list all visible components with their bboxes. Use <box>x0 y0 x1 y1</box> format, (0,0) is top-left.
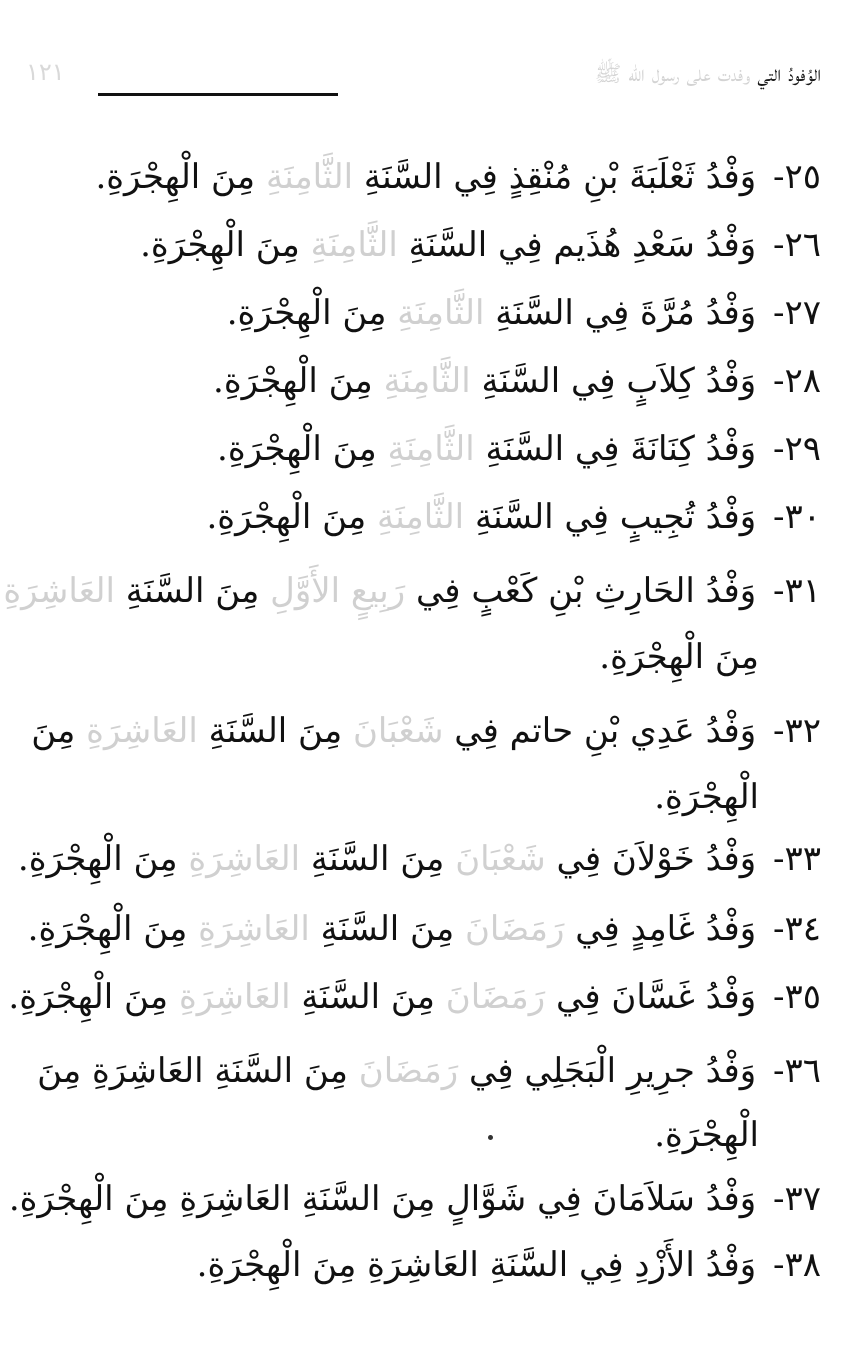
item-number: ٣٧- <box>772 1179 821 1219</box>
list-item <box>27 909 821 949</box>
item-text-faded: الثَّامِنَةِ <box>376 429 486 469</box>
item-text: وَفْدُ كِنَانَةَ فِي السَّنَةِ <box>485 429 757 469</box>
list-item-continuation <box>654 777 759 817</box>
item-text-faded: رَمَضَانَ <box>434 977 556 1017</box>
item-text: وَفْدُ مُرَّةَ فِي السَّنَةِ <box>495 293 757 333</box>
list-item <box>31 711 821 751</box>
item-text-faded-2: العَاشِرَةِ <box>168 977 302 1017</box>
list-item <box>226 293 821 333</box>
ink-dot <box>488 1135 493 1140</box>
list-item <box>17 839 821 879</box>
item-text: وَفْدُ تُجِيبٍ فِي السَّنَةِ <box>474 497 757 537</box>
item-text-faded-2: العَاشِرَةِ <box>3 571 126 611</box>
item-text-faded: رَبِيعٍ الأَوَّلِ <box>259 571 416 611</box>
item-text-end: مِنَ <box>31 711 76 751</box>
item-number: ٢٧- <box>772 293 821 333</box>
item-text-end: مِنَ السَّنَةِ العَاشِرَةِ مِنَ <box>37 1051 348 1091</box>
list-item <box>8 1179 821 1219</box>
item-number: ٢٨- <box>772 361 821 401</box>
item-text: وَفْدُ الأَزْدِ فِي السَّنَةِ العَاشِرَةِ مِنَ الْهِجْرَةِ. <box>196 1245 757 1285</box>
list-item <box>95 157 821 197</box>
item-text-mid: مِنَ السَّنَةِ <box>320 909 455 949</box>
item-text-mid: مِنَ السَّنَةِ <box>310 839 445 879</box>
item-text-faded: الثَّامِنَةِ <box>255 157 364 197</box>
item-text: وَفْدُ سَلاَمَانَ فِي شَوَّالٍ مِنَ السَّنَةِ العَاشِرَةِ مِنَ الْهِجْرَةِ. <box>8 1179 757 1219</box>
item-text-faded: شَعْبَانَ <box>342 711 455 751</box>
header-rule <box>98 93 338 96</box>
item-number: ٣٤- <box>772 909 821 949</box>
item-text: وَفْدُ ثَعْلَبَةَ بْنِ مُنْقِذٍ فِي السَّنَةِ <box>363 157 757 197</box>
header-title-visible: الوُفودُ التي <box>757 62 821 87</box>
list-item-continuation <box>654 1115 759 1155</box>
item-text-faded: شَعْبَانَ <box>444 839 557 879</box>
item-number: ٣٣- <box>772 839 821 879</box>
item-text-end: مِنَ الْهِجْرَةِ. <box>213 361 373 401</box>
item-text-end: مِنَ الْهِجْرَةِ. <box>27 909 188 949</box>
item-text-mid: مِنَ السَّنَةِ <box>301 977 435 1017</box>
item-text: وَفْدُ غَامِدٍ فِي <box>575 909 757 949</box>
item-number: ٣٦- <box>772 1051 821 1091</box>
item-number: ٣١- <box>772 571 821 611</box>
item-text-end: مِنَ الْهِجْرَةِ. <box>95 157 256 197</box>
item-number: ٣٠- <box>772 497 821 537</box>
item-text-end: مِنَ الْهِجْرَةِ. <box>206 497 367 537</box>
item-text-mid: مِنَ السَّنَةِ <box>208 711 343 751</box>
item-number: ٣٨- <box>772 1245 821 1285</box>
list-item <box>217 429 821 469</box>
item-text-faded: الثَّامِنَةِ <box>386 293 496 333</box>
header-title-faded: وفدت على رسول الله ﷺ <box>594 62 758 87</box>
item-text-cont: الْهِجْرَةِ. <box>654 1115 759 1155</box>
item-number: ٢٥- <box>772 157 821 197</box>
item-text: وَفْدُ سَعْدِ هُذَيم فِي السَّنَةِ <box>408 225 757 265</box>
item-text-cont: الْهِجْرَةِ. <box>654 777 759 817</box>
list-item <box>196 1245 821 1285</box>
list-item <box>213 361 821 401</box>
item-text-cont: مِنَ الْهِجْرَةِ. <box>599 637 759 677</box>
item-text-end: مِنَ الْهِجْرَةِ. <box>8 977 169 1017</box>
item-number: ٢٦- <box>772 225 821 265</box>
list-item <box>8 977 821 1017</box>
item-text-faded: رَمَضَانَ <box>454 909 576 949</box>
item-text-faded: رَمَضَانَ <box>347 1051 470 1091</box>
item-text-faded: الثَّامِنَةِ <box>299 225 409 265</box>
item-number: ٣٢- <box>772 711 821 751</box>
item-text: وَفْدُ خَوْلاَنَ فِي <box>556 839 757 879</box>
item-text-faded-2: العَاشِرَةِ <box>187 909 321 949</box>
item-text-faded-2: العَاشِرَةِ <box>75 711 209 751</box>
list-item <box>3 571 821 611</box>
running-header <box>595 60 821 92</box>
item-text: وَفْدُ جرِيرِ الْبَجَلِي فِي <box>469 1051 757 1091</box>
list-item <box>37 1051 821 1091</box>
item-number: ٣٥- <box>772 977 821 1017</box>
item-text-end: مِنَ الْهِجْرَةِ. <box>17 839 178 879</box>
item-text-faded: الثَّامِنَةِ <box>366 497 475 537</box>
page-number: ١٢١ <box>26 58 65 86</box>
item-text-faded-2: العَاشِرَةِ <box>177 839 311 879</box>
item-text-end: مِنَ الْهِجْرَةِ. <box>226 293 387 333</box>
list-item <box>206 497 821 537</box>
list-item-continuation <box>599 637 759 677</box>
list-item <box>140 225 821 265</box>
item-text-end: مِنَ الْهِجْرَةِ. <box>140 225 300 265</box>
item-text: وَفْدُ عَدِي بْنِ حاتم فِي <box>454 711 757 751</box>
item-number: ٢٩- <box>772 429 821 469</box>
item-text: وَفْدُ غَسَّانَ فِي <box>555 977 757 1017</box>
item-text-end: مِنَ الْهِجْرَةِ. <box>217 429 377 469</box>
item-text: وَفْدُ الحَارِثِ بْنِ كَعْبٍ فِي <box>415 571 757 611</box>
item-text-faded: الثَّامِنَةِ <box>372 361 482 401</box>
item-text: وَفْدُ كِلاَبٍ فِي السَّنَةِ <box>481 361 757 401</box>
item-text-mid: مِنَ السَّنَةِ <box>125 571 260 611</box>
